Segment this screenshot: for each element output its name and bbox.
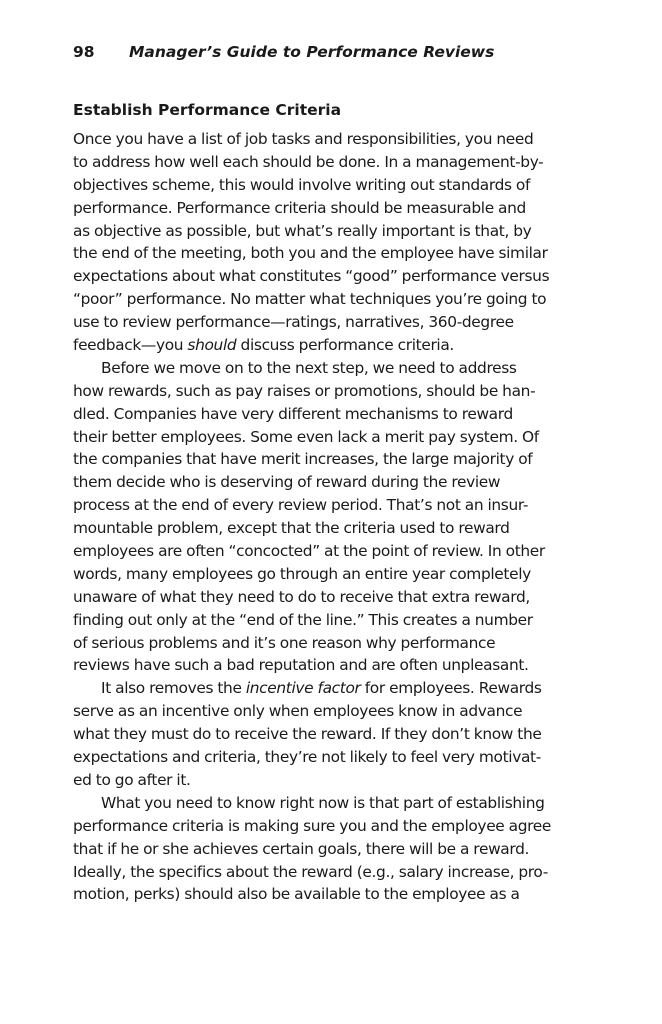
page-number: 98 (73, 43, 95, 61)
running-head (73, 43, 593, 61)
text-line: process at the end of every review period. That’s not an insur- (73, 496, 529, 515)
text-line: employees are often “concocted” at the point of review. In other (73, 542, 545, 561)
text-line: serve as an incentive only when employees know in advance (73, 702, 523, 721)
text-line: how rewards, such as pay raises or promotions, should be han- (73, 381, 536, 400)
text-line: dled. Companies have very different mechanisms to reward (73, 404, 513, 423)
text-line: performance. Performance criteria should be measurable and (73, 198, 526, 217)
text-run: discuss performance criteria. (236, 336, 454, 355)
text-line: to address how well each should be done. In a management-by- (73, 152, 544, 171)
text-line: expectations and criteria, they’re not likely to feel very motivat- (73, 748, 541, 767)
text-line: performance criteria is making sure you and the employee agree (73, 816, 552, 835)
body-text (73, 128, 593, 906)
text-line (73, 334, 593, 357)
text-line: the companies that have merit increases, the large majority of (73, 450, 533, 469)
text-line: motion, perks) should also be available to the employee as a (73, 885, 520, 904)
text-run: for employees. Rewards (360, 679, 542, 698)
text-line: objectives scheme, this would involve writing out standards of (73, 175, 531, 194)
book-title: Manager’s Guide to Performance Reviews (129, 43, 495, 61)
text-line: Ideally, the specifics about the reward (e.g., salary increase, pro- (73, 862, 548, 881)
text-line: Once you have a list of job tasks and responsibilities, you need (73, 130, 534, 148)
text-line: what they must do to receive the reward. If they don’t know the (73, 725, 542, 744)
text-line: use to review performance—ratings, narratives, 360-degree (73, 313, 514, 332)
emphasis-text: should (187, 336, 237, 355)
section-heading: Establish Performance Criteria (73, 101, 342, 119)
emphasis-text: incentive factor (245, 679, 361, 698)
text-line: their better employees. Some even lack a merit pay system. Of (73, 427, 539, 446)
text-line: “poor” performance. No matter what techniques you’re going to (73, 290, 547, 309)
text-line: them decide who is deserving of reward during the review (73, 473, 501, 492)
text-line: mountable problem, except that the criteria used to reward (73, 519, 510, 538)
text-line: unaware of what they need to do to receive that extra reward, (73, 587, 530, 606)
text-run: It also removes the (101, 679, 246, 698)
text-line: finding out only at the “end of the line.” This creates a number (73, 610, 533, 629)
text-run: feedback—you (73, 336, 188, 355)
text-line: expectations about what constitutes “good” performance versus (73, 267, 550, 286)
text-line: Before we move on to the next step, we need to address (101, 358, 517, 377)
text-line: that if he or she achieves certain goals, there will be a reward. (73, 839, 530, 858)
text-line (73, 677, 593, 700)
text-line: as objective as possible, but what’s really important is that, by (73, 221, 532, 240)
text-line: reviews have such a bad reputation and are often unpleasant. (73, 656, 529, 675)
text-line: What you need to know right now is that part of establishing (101, 793, 545, 812)
text-line: ed to go after it. (73, 770, 191, 789)
text-line: words, many employees go through an entire year completely (73, 564, 531, 583)
text-line: of serious problems and it’s one reason why performance (73, 633, 496, 652)
text-line: the end of the meeting, both you and the employee have similar (73, 244, 548, 263)
